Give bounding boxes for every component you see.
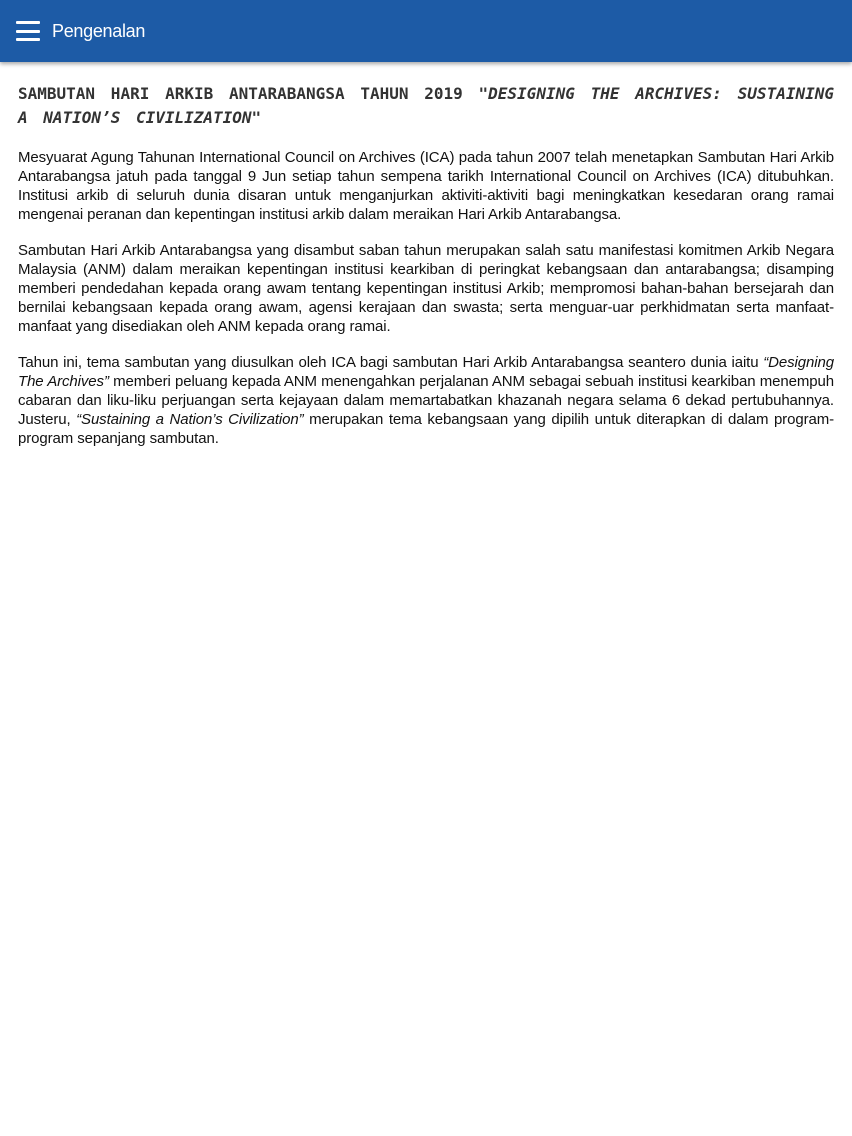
paragraph-3-text: Tahun ini, tema sambutan yang diusulkan oleh ICA bagi sambutan Hari Arkib Antarabangsa seantero dunia iaitu [18, 354, 764, 371]
article-paragraph-2: Sambutan Hari Arkib Antarabangsa yang disambut saban tahun merupakan salah satu manifestasi komitmen Arkib Negara Malaysia (ANM) dalam meraikan kepentingan institusi kearkiban di peringkat kebangsaan dan antarabangsa; disamping memberi pendedahan kepada orang awam tentang kepentingan institusi Arkib; mempromosi bahan-bahan bersejarah dan bernilai kebangsaan kepada orang awam, agensi kerajaan dan swasta; serta menguar-uar perkhidmatan serta manfaat-manfaat yang disediakan oleh ANM kepada orang ramai. [18, 242, 834, 335]
theme-sustaining-civilization: “Sustaining a Nation’s Civilization” [76, 411, 304, 428]
article-heading-italic: "DESIGNING THE ARCHIVES: SUSTAINING A NATION’S CIVILIZATION" [18, 84, 834, 127]
article-heading [18, 82, 834, 130]
page-title: Pengenalan [52, 20, 146, 41]
article-paragraph-1: Mesyuarat Agung Tahunan International Council on Archives (ICA) pada tahun 2007 telah menetapkan Sambutan Hari Arkib Antarabangsa jatuh pada tanggal 9 Jun setiap tahun sempena tarikh International Council on Archives (ICA) ditubuhkan. Institusi arkib di seluruh dunia disaran untuk menganjurkan aktiviti-aktiviti bagi meningkatkan kesedaran orang ramai mengenai peranan dan kepentingan institusi arkib dalam meraikan Hari Arkib Antarabangsa. [18, 149, 834, 223]
article-content [18, 82, 834, 465]
paragraph-3-text: merupakan tema kebangsaan yang dipilih untuk diterapkan di dalam program-program sepanjang sambutan. [18, 411, 834, 447]
menu-line [16, 38, 40, 41]
theme-designing-the-archives: “Designing The Archives” [18, 354, 834, 390]
menu-line [16, 30, 40, 33]
menu-line [16, 21, 40, 24]
article-heading-plain: SAMBUTAN HARI ARKIB ANTARABANGSA TAHUN 2019 [18, 84, 479, 103]
paragraph-3-text: memberi peluang kepada ANM menengahkan perjalanan ANM sebagai sebuah institusi kearkiban menempuh cabaran dan liku-liku perjuangan serta kejayaan dalam memartabatkan khazanah negara selama 6 dekad pertubuhannya. Justeru, [18, 373, 834, 428]
app-bar [0, 0, 852, 62]
hamburger-menu-icon[interactable] [16, 21, 42, 41]
article-paragraph-3 [18, 353, 834, 448]
